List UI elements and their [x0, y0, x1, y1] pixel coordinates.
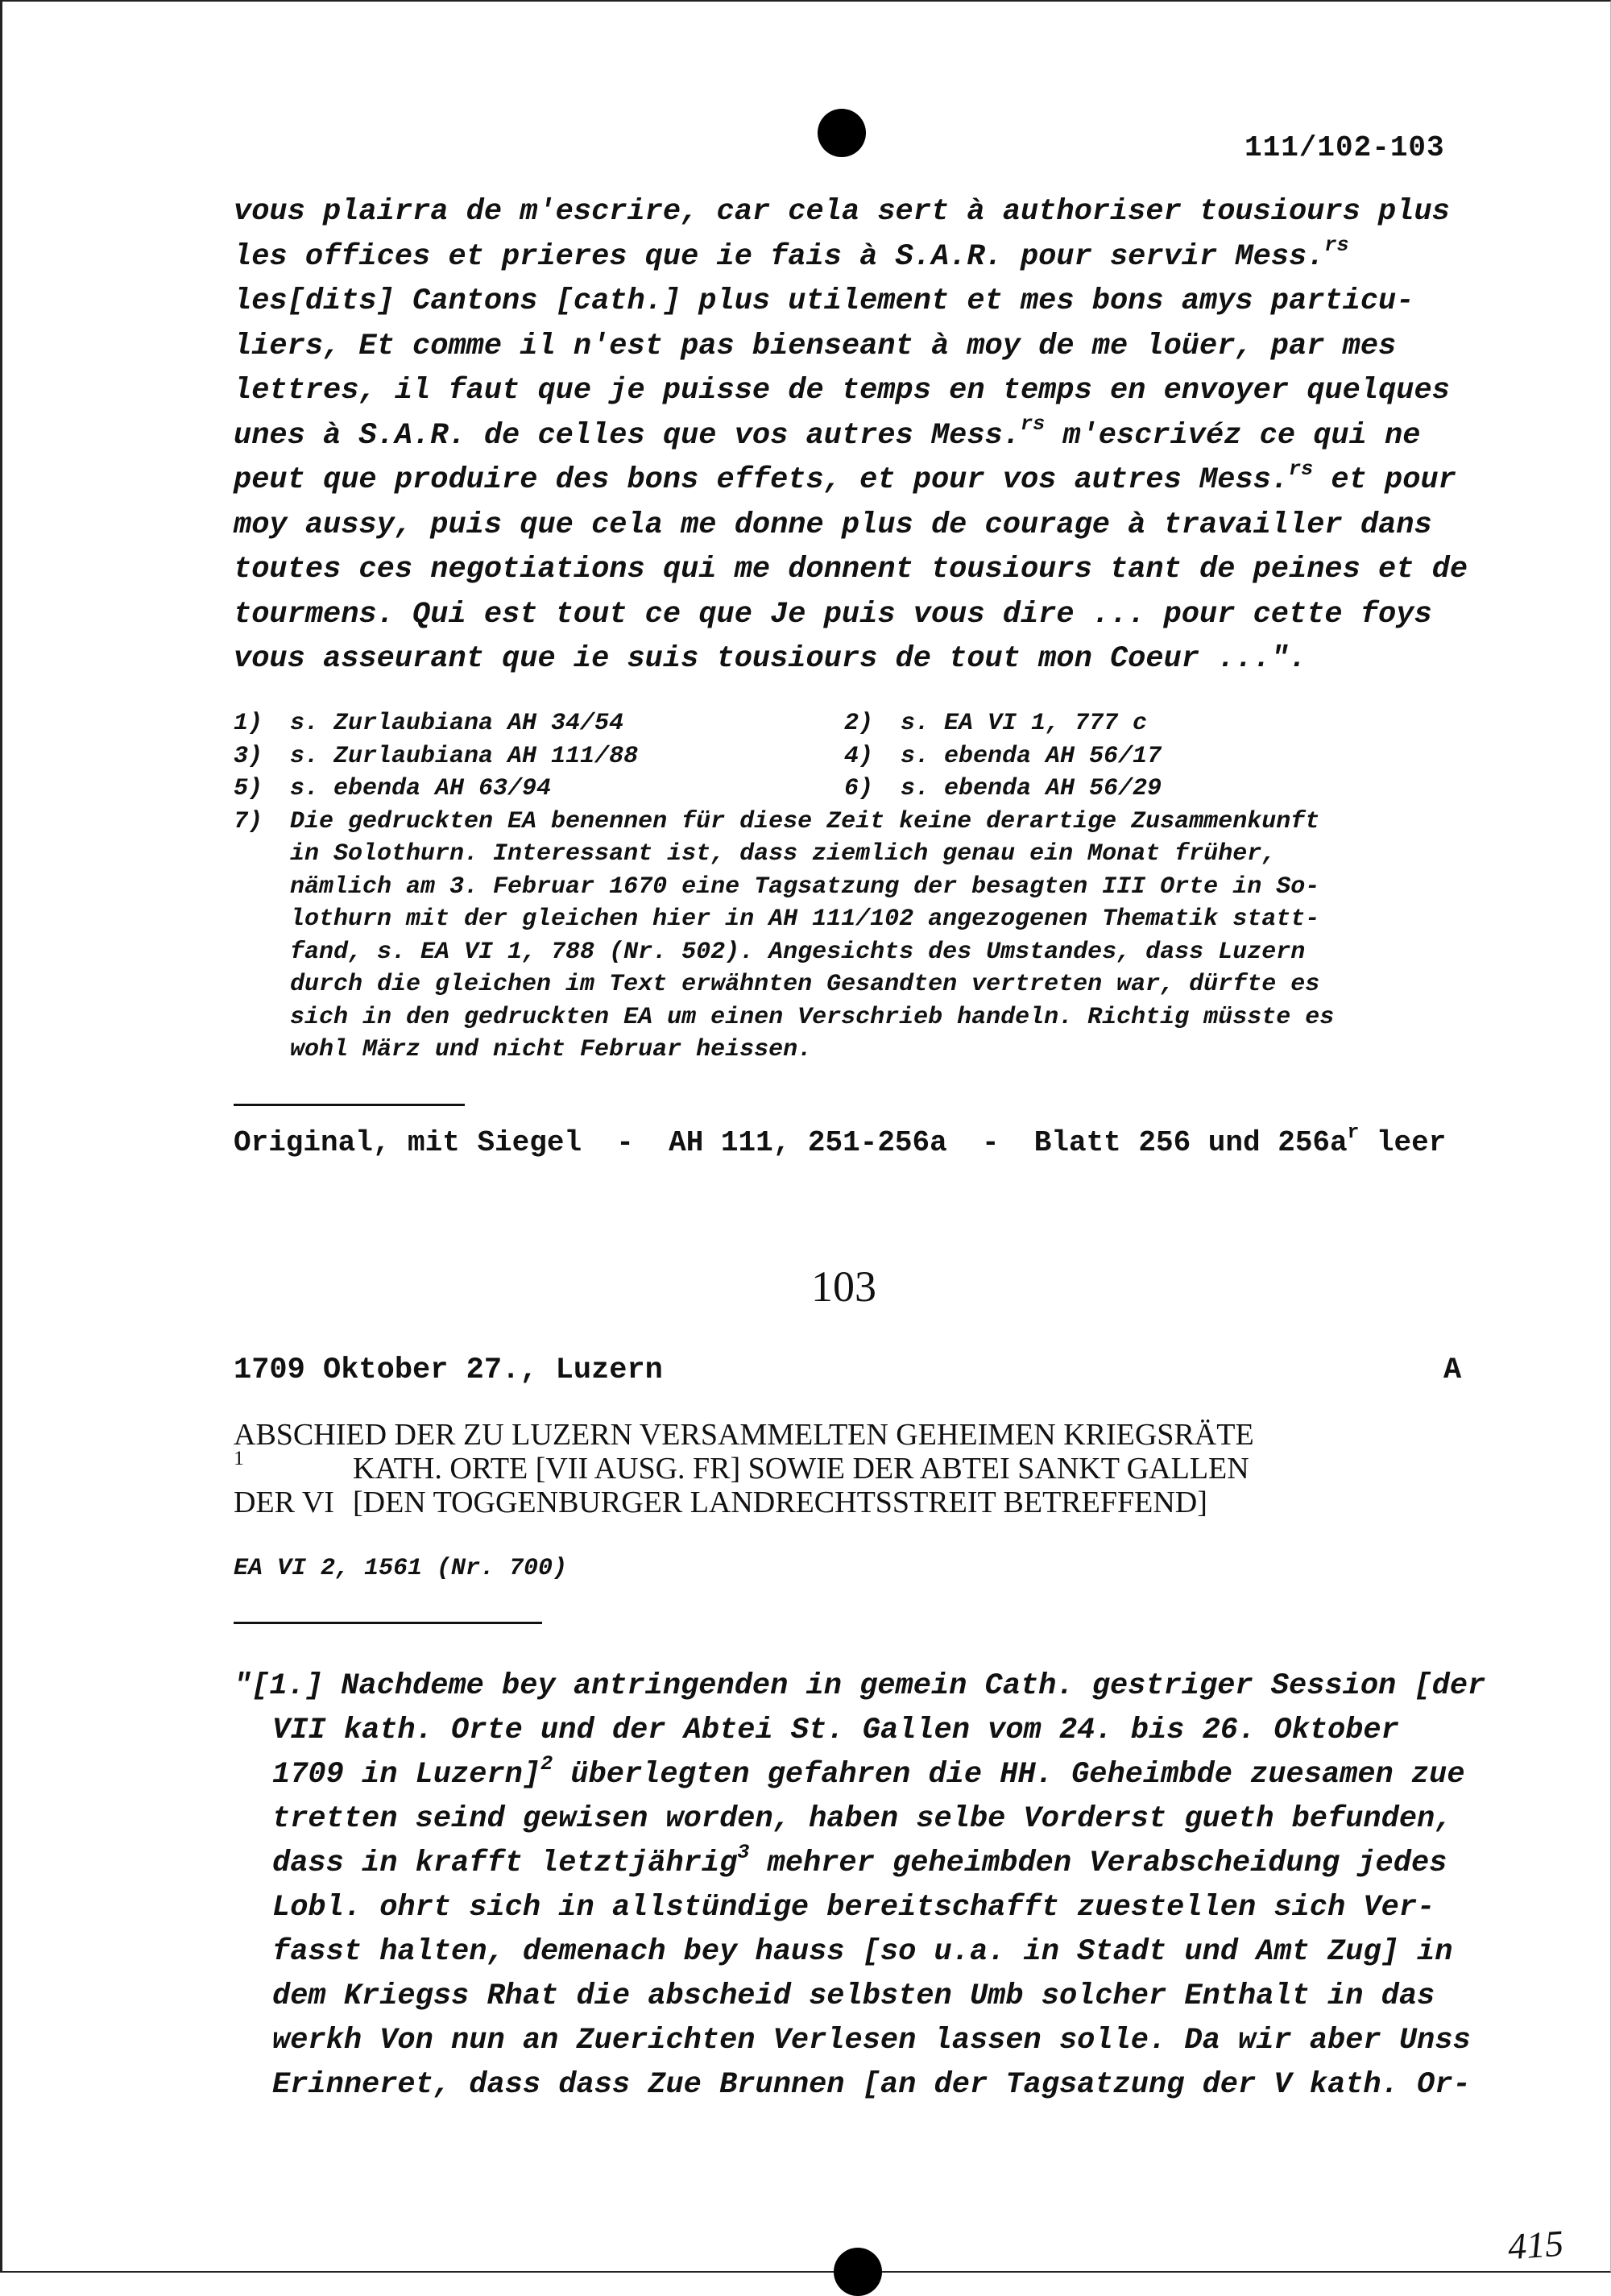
document-date-place: 1709 Oktober 27., Luzern — [234, 1353, 663, 1387]
heading-line: ABSCHIED DER ZU LUZERN VERSAMMELTEN GEHEIMEN KRIEGSRÄTE $^1$ DER VI — [234, 1418, 1254, 1519]
heading-line: [DEN TOGGENBURGER LANDRECHTSSTREIT BETREFFEND] — [353, 1486, 1207, 1519]
text-line: peut que produire des bons effets, et pour vos autres Mess.$^{rs}$ et pour — [234, 457, 1456, 497]
text-line: vous asseurant que ie suis tousiours de tout mon Coeur ...". — [234, 642, 1307, 676]
footnote-7: 7) Die gedruckten EA benennen für diese Zeit keine derartige Zusammenkunft in Solothurn. Interessant ist, dass ziemlich genau ein Monat früher, nämlich am 3. Februar 1670 eine Tagsatzung der besagten III Orte in So- lothurn mit der gleichen hier in AH 111/102 angezogenen Thematik statt- fand, s. EA VI 1, 788 (Nr. 502). Angesichts des Umstandes, dass Luzern durch die gleichen im Text erwähnten Gesandten vertreten war, dürfte es sich in den gedruckten EA um einen Verschrieb handeln. Richtig müsste es wohl März und nicht Februar heissen. — [234, 806, 1474, 1067]
original-source-line: Original, mit Siegel - AH 111, 251-256a - Blatt 256 und $256a^r$ leer — [234, 1122, 1447, 1159]
footnotes — [234, 707, 1474, 1067]
text-line: les offices et prieres que ie fais à S.A.R. pour servir Mess.$^{rs}$ — [234, 234, 1349, 274]
text-line: dass in krafft letztjährig$^3$ mehrer geheimbden Verabscheidung jedes — [272, 1840, 1447, 1880]
text-line: fasst halten, demenach bey hauss [so u.a. in Stadt und Amt Zug] in — [272, 1935, 1453, 1969]
text-line: vous plairra de m'escrire, car cela sert à authoriser tousiours plus — [234, 195, 1450, 229]
page-reference: 111/102-103 — [1244, 131, 1445, 164]
source-reference: EA VI 2, 1561 (Nr. 700) — [234, 1555, 568, 1582]
divider-rule — [234, 1104, 465, 1106]
footnote-row — [234, 707, 1474, 740]
text-line: toutes ces negotiations qui me donnent tousiours tant de peines et de — [234, 553, 1468, 586]
divider-rule — [234, 1622, 542, 1624]
footnote-row — [234, 740, 1474, 773]
heading-line: KATH. ORTE [VII AUSG. FR] SOWIE DER ABTEI SANKT GALLEN — [353, 1452, 1249, 1486]
text-line: unes à S.A.R. de celles que vos autres Mess.$^{rs}$ m'escrivéz ce qui ne — [234, 412, 1421, 453]
text-line: 1709 in Luzern]$^2$ überlegten gefahren die HH. Geheimbde zuesamen zue — [272, 1751, 1465, 1792]
document-letter: A — [1443, 1353, 1462, 1387]
text-line: dem Kriegss Rhat die abscheid selbsten Umb solcher Enthalt in das — [272, 1979, 1435, 2013]
text-line: tretten seind gewisen worden, haben selbe Vorderst gueth befunden, — [272, 1802, 1453, 1836]
footnote-row — [234, 773, 1474, 806]
text-line: liers, Et comme il n'est pas bienseant à moy de me loüer, par mes — [234, 329, 1397, 363]
footnote-1: 1) s. Zurlaubiana AH 34/54 — [234, 710, 624, 737]
text-line: moy aussy, puis que cela me donne plus de courage à travailler dans — [234, 508, 1432, 542]
text-line: les[dits] Cantons [cath.] plus utilement et mes bons amys particu- — [234, 284, 1414, 318]
footnote-5: 5) s. ebenda AH 63/94 — [234, 775, 552, 802]
letter-closing-text — [234, 190, 1474, 682]
footnote-6: 6) s. ebenda AH 56/29 — [844, 775, 1162, 802]
footnote-7-text: Die gedruckten EA benennen für diese Zeit keine derartige Zusammenkunft in Solothurn. Interessant ist, dass ziemlich genau ein Monat früher, nämlich am 3. Februar 1670 eine Tagsatzung der besagten III Orte in So- lothurn mit der gleichen hier in AH 111/102 angezogenen Thematik statt- fand, s. EA VI 1, 788 (Nr. 502). Angesichts des Umstandes, dass Luzern durch die gleichen im Text erwähnten Gesandten vertreten war, dürfte es sich in den gedruckten EA um einen Verschrieb handeln. Richtig müsste es wohl März und nicht Februar heissen. — [290, 807, 1335, 1063]
text-line: Erinneret, dass dass Zue Brunnen [an der Tagsatzung der V kath. Or- — [272, 2068, 1471, 2102]
quoted-text — [234, 1664, 1486, 2107]
document-heading — [234, 1418, 1490, 1519]
text-line: Lobl. ohrt sich in allstündige bereitschafft zuestellen sich Ver- — [272, 1891, 1435, 1925]
footnote-2: 2) s. EA VI 1, 777 c — [844, 710, 1148, 737]
text-line: "[1.] Nachdeme bey antringenden in gemein Cath. gestriger Session [der — [234, 1669, 1486, 1703]
text-line: werkh Von nun an Zuerichten Verlesen lassen solle. Da wir aber Unss — [272, 2024, 1471, 2058]
text-line: tourmens. Qui est tout ce que Je puis vous dire ... pour cette foys — [234, 597, 1432, 632]
text-line: lettres, il faut que je puisse de temps en temps en envoyer quelques — [234, 374, 1450, 408]
footnote-4: 4) s. ebenda AH 56/17 — [844, 742, 1162, 770]
document-number: 103 — [811, 1262, 876, 1311]
punch-hole-top — [818, 109, 866, 157]
footnote-3: 3) s. Zurlaubiana AH 111/88 — [234, 742, 639, 770]
punch-hole-bottom — [834, 2248, 882, 2296]
handwritten-archive-number: 415 — [1506, 2222, 1565, 2268]
text-line: VII kath. Orte und der Abtei St. Gallen vom 24. bis 26. Oktober — [272, 1714, 1399, 1747]
